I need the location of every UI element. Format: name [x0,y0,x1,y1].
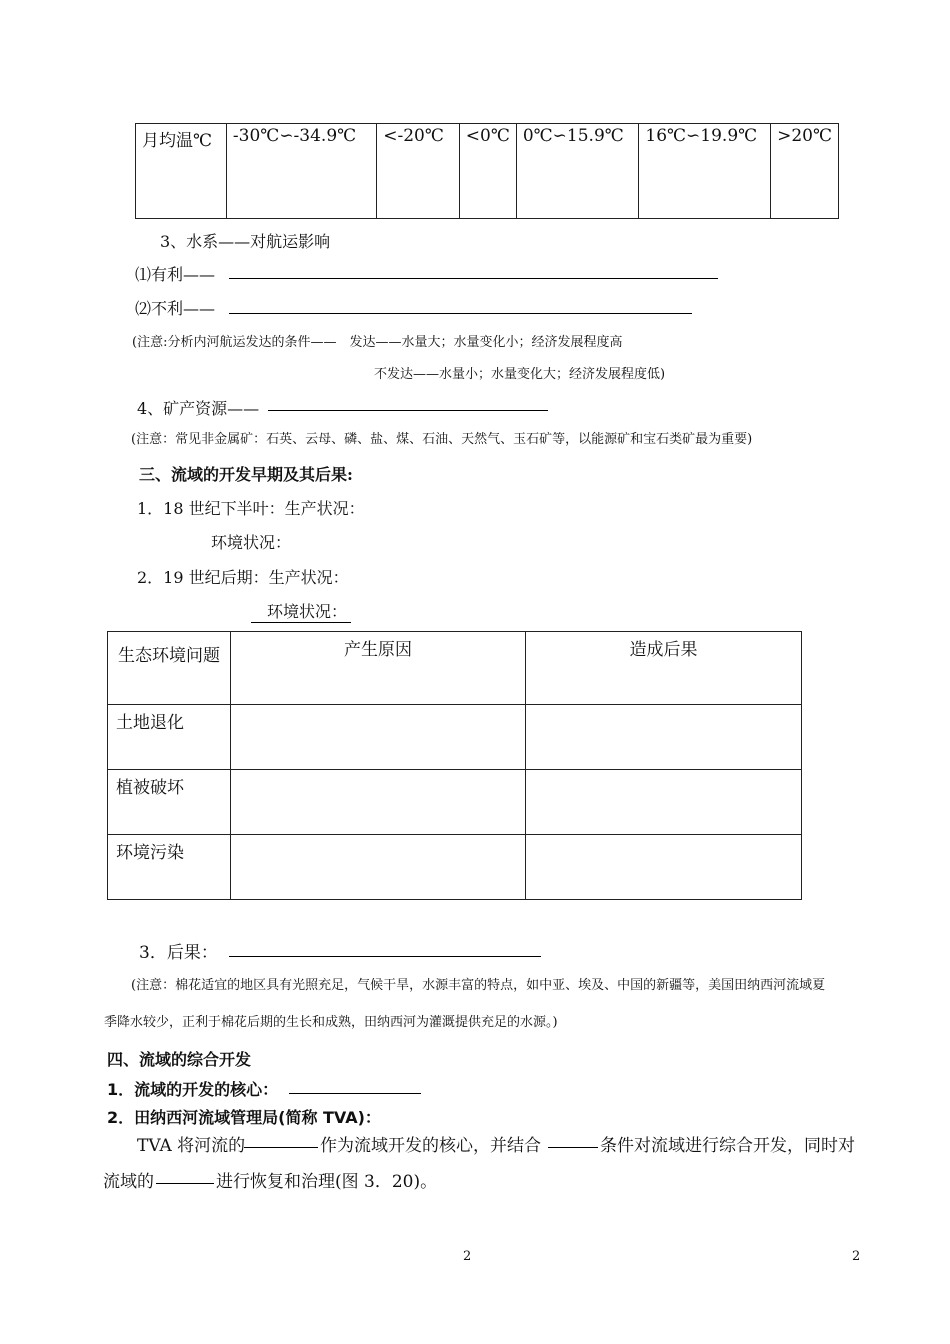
table-cell: <-20℃ [377,124,460,219]
table-cell: 0℃∽15.9℃ [516,124,639,219]
answer-line [268,410,548,411]
section-3-item-2-env: 环境状况： [251,599,351,623]
section-4-title: 四、流域的综合开发 [107,1050,252,1069]
water-con-label: ⑵不利—— [135,299,216,318]
section-3-item-1: 1．18 世纪下半叶：生产状况： [137,499,365,518]
section-4-item-2: 2．田纳西河流域管理局(简称 TVA)： [107,1108,381,1127]
section-3-item-1-env: 环境状况： [211,533,292,552]
table-cell: 土地退化 [108,705,231,770]
table-row [108,835,802,900]
tva-text-1a: TVA 将河流的 [137,1136,246,1156]
table-cell [231,770,526,835]
consequence-note-1: (注意：棉花适宜的地区具有光照充足，气候干旱，水源丰富的特点，如中亚、埃及、中国的新疆等，美国田纳西河流域夏 [131,978,826,993]
temperature-table [135,123,839,219]
answer-line [289,1093,421,1094]
answer-line [229,956,541,957]
answer-line [229,278,718,279]
table-cell: -30℃∽-34.9℃ [226,124,376,219]
table-cell: <0℃ [459,124,516,219]
table-cell: 16℃∽19.9℃ [639,124,771,219]
water-heading: 3、水系——对航运影响 [160,232,331,251]
answer-line [244,1147,318,1148]
table-cell [526,770,802,835]
table-header: 造成后果 [526,632,802,705]
table-row [136,124,839,219]
answer-line [548,1147,598,1148]
water-pro-label: ⑴有利—— [135,265,216,284]
table-header: 产生原因 [231,632,526,705]
table-cell: 月均温℃ [136,124,227,219]
page-number-center: 2 [463,1249,472,1264]
section-3-item-2: 2．19 世纪后期：生产状况： [137,568,349,587]
mineral-note: (注意：常见非金属矿：石英、云母、磷、盐、煤、石油、天然气、玉石矿等，以能源矿和宝石类矿最为重要) [131,432,753,447]
table-cell [526,835,802,900]
tva-text-2b: 进行恢复和治理(图 3．20)。 [216,1172,438,1192]
table-row [108,705,802,770]
table-header: 生态环境问题 [108,632,231,705]
page-number-right: 2 [852,1249,861,1264]
table-cell: 植被破坏 [108,770,231,835]
table-cell [231,705,526,770]
consequence-label: 3．后果： [139,943,218,963]
table-cell: 环境污染 [108,835,231,900]
table-cell [231,835,526,900]
tva-text-1c: 条件对流域进行综合开发，同时对 [600,1136,855,1156]
consequence-note-2: 季降水较少，正利于棉花后期的生长和成熟，田纳西河为灌溉提供充足的水源。) [104,1015,558,1030]
water-note-2: 不发达——水量小；水量变化大；经济发展程度低) [374,367,666,382]
answer-line [156,1183,214,1184]
table-cell: >20℃ [771,124,839,219]
answer-line [229,313,692,314]
table-row [108,632,802,705]
table-cell [526,705,802,770]
section-4-item-1: 1．流域的开发的核心： [107,1080,279,1099]
table-row [108,770,802,835]
tva-text-2a: 流域的 [103,1172,154,1192]
eco-table [107,631,802,900]
tva-text-1b: 作为流域开发的核心，并结合 [320,1136,541,1156]
water-note-1: (注意:分析内河航运发达的条件—— 发达——水量大；水量变化小；经济发展程度高 [132,335,623,350]
section-3-title: 三、流域的开发早期及其后果: [139,465,353,484]
mineral-heading: 4、矿产资源—— [137,399,260,418]
